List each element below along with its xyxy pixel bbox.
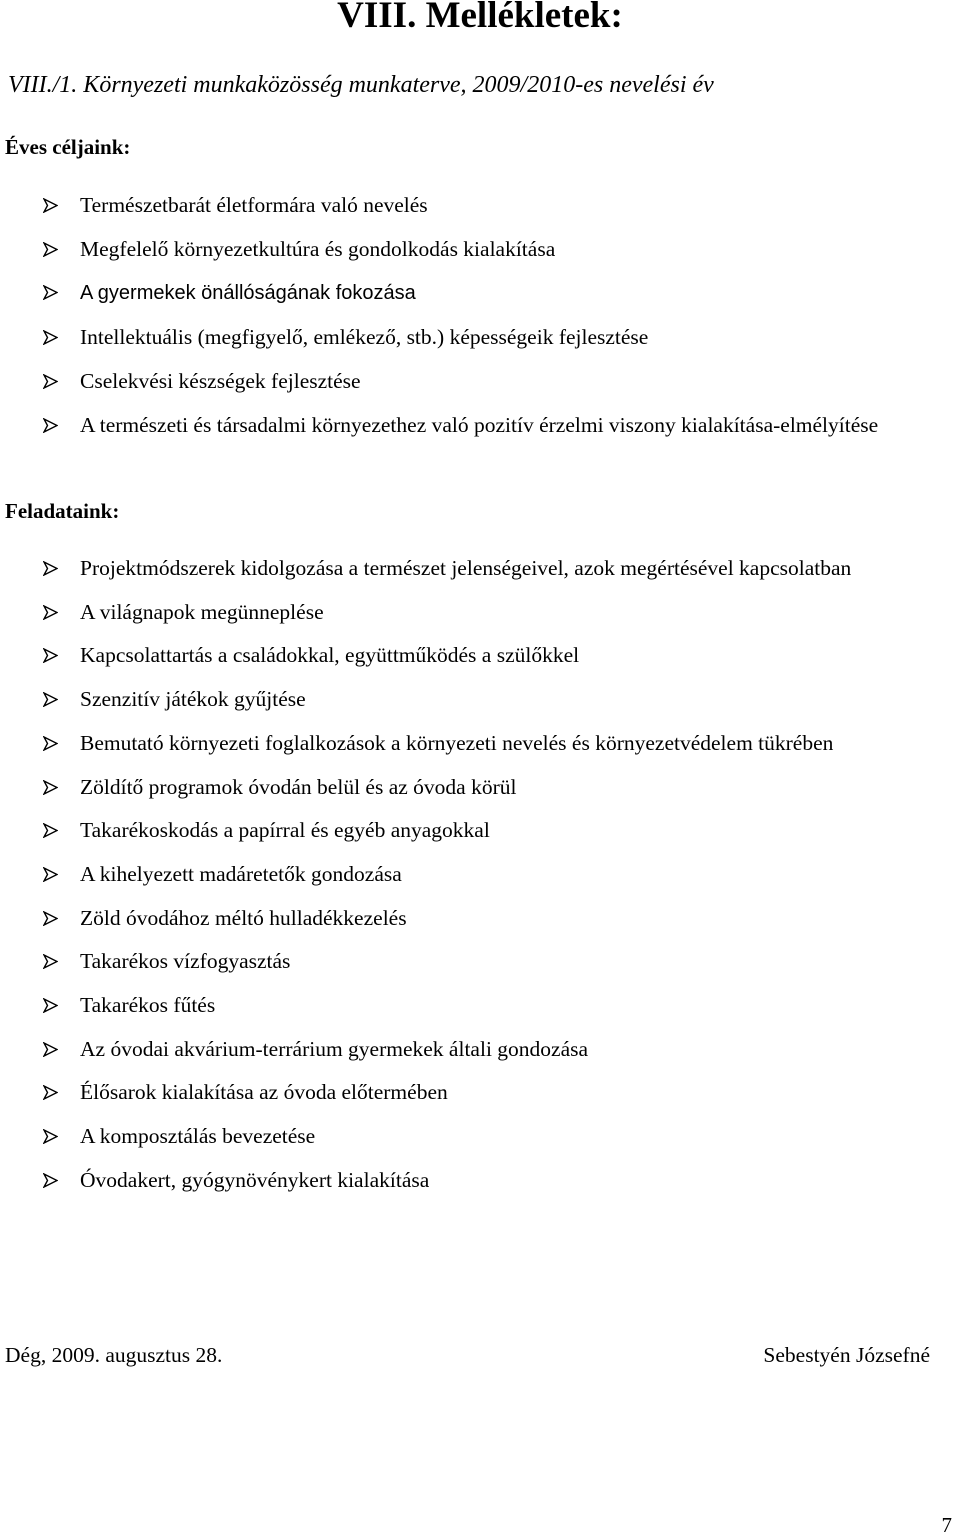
arrowhead-bullet-icon	[43, 1085, 58, 1100]
arrowhead-bullet-icon	[43, 330, 58, 345]
arrowhead-bullet-icon	[43, 867, 58, 882]
task-item	[0, 634, 960, 678]
arrowhead-bullet-icon	[43, 998, 58, 1013]
task-text: Szenzitív játékok gyűjtése	[80, 687, 306, 712]
task-text: A komposztálás bevezetése	[80, 1124, 316, 1149]
tasks-list	[0, 547, 960, 1203]
arrowhead-bullet-icon	[43, 780, 58, 795]
arrowhead-bullet-icon	[43, 285, 58, 300]
arrowhead-bullet-icon	[43, 736, 58, 751]
task-item	[0, 1115, 960, 1159]
document-subtitle: VIII./1. Környezeti munkaközösség munkaterve, 2009/2010-es nevelési év	[8, 72, 714, 98]
arrowhead-bullet-icon	[43, 374, 58, 389]
task-item	[0, 722, 960, 766]
page-number: 7	[941, 1513, 952, 1537]
task-item	[0, 678, 960, 722]
task-item	[0, 897, 960, 941]
task-item	[0, 766, 960, 810]
signature-name: Sebestyén Józsefné	[763, 1343, 930, 1367]
goal-item	[0, 316, 960, 360]
goal-text: A természeti és társadalmi környezethez való pozitív érzelmi viszony kialakítása-elmélyítése	[80, 412, 879, 437]
arrowhead-bullet-icon	[43, 1129, 58, 1144]
task-text: Zöldítő programok óvodán belül és az óvoda körül	[80, 774, 517, 799]
arrowhead-bullet-icon	[43, 242, 58, 257]
task-text: Takarékos vízfogyasztás	[80, 949, 291, 974]
arrowhead-bullet-icon	[43, 911, 58, 926]
arrowhead-bullet-icon	[43, 692, 58, 707]
goal-item	[0, 184, 960, 228]
goals-section-title: Éves céljaink:	[5, 135, 131, 159]
task-text: Zöld óvodához méltó hulladékkezelés	[80, 905, 407, 930]
task-item	[0, 809, 960, 853]
place-and-date: Dég, 2009. augusztus 28.	[5, 1343, 223, 1367]
task-text: Bemutató környezeti foglalkozások a környezeti nevelés és környezetvédelem tükrében	[80, 730, 834, 755]
task-item	[0, 547, 960, 591]
goal-text: A gyermekek önállóságának fokozása	[80, 282, 416, 305]
task-item	[0, 853, 960, 897]
goal-text: Természetbarát életformára való nevelés	[80, 193, 428, 217]
arrowhead-bullet-icon	[43, 954, 58, 969]
task-text: Projektmódszerek kidolgozása a természet jelenségeivel, azok megértésével kapcsolatban	[80, 556, 852, 580]
task-text: Az óvodai akvárium-terrárium gyermekek általi gondozása	[80, 1036, 589, 1061]
goal-item	[0, 271, 960, 316]
arrowhead-bullet-icon	[43, 198, 58, 213]
goal-text: Intellektuális (megfigyelő, emlékező, stb.) képességeik fejlesztése	[80, 325, 649, 350]
goal-item	[0, 360, 960, 404]
task-text: A kihelyezett madáretetők gondozása	[80, 861, 402, 886]
arrowhead-bullet-icon	[43, 648, 58, 663]
goal-item	[0, 228, 960, 272]
task-item	[0, 940, 960, 984]
arrowhead-bullet-icon	[43, 418, 58, 433]
task-text: Takarékos fűtés	[80, 993, 216, 1018]
arrowhead-bullet-icon	[43, 823, 58, 838]
task-item	[0, 591, 960, 635]
page-heading: VIII. Mellékletek:	[337, 0, 623, 36]
task-text: Kapcsolattartás a családokkal, együttműködés a szülőkkel	[80, 643, 580, 668]
task-item	[0, 1071, 960, 1115]
arrowhead-bullet-icon	[43, 1173, 58, 1188]
task-text: Óvodakert, gyógynövénykert kialakítása	[80, 1167, 430, 1192]
task-text: Élősarok kialakítása az óvoda előtermében	[80, 1080, 448, 1105]
task-text: Takarékoskodás a papírral és egyéb anyagokkal	[80, 818, 490, 843]
goal-item	[0, 404, 960, 448]
goal-text: Cselekvési készségek fejlesztése	[80, 368, 361, 393]
goals-list	[0, 184, 960, 447]
arrowhead-bullet-icon	[43, 561, 58, 576]
task-item	[0, 1028, 960, 1072]
arrowhead-bullet-icon	[43, 605, 58, 620]
arrowhead-bullet-icon	[43, 1042, 58, 1057]
task-item	[0, 984, 960, 1028]
goal-text: Megfelelő környezetkultúra és gondolkodás kialakítása	[80, 236, 556, 261]
tasks-section-title: Feladataink:	[5, 499, 120, 523]
task-text: A világnapok megünneplése	[80, 599, 324, 624]
task-item	[0, 1159, 960, 1203]
